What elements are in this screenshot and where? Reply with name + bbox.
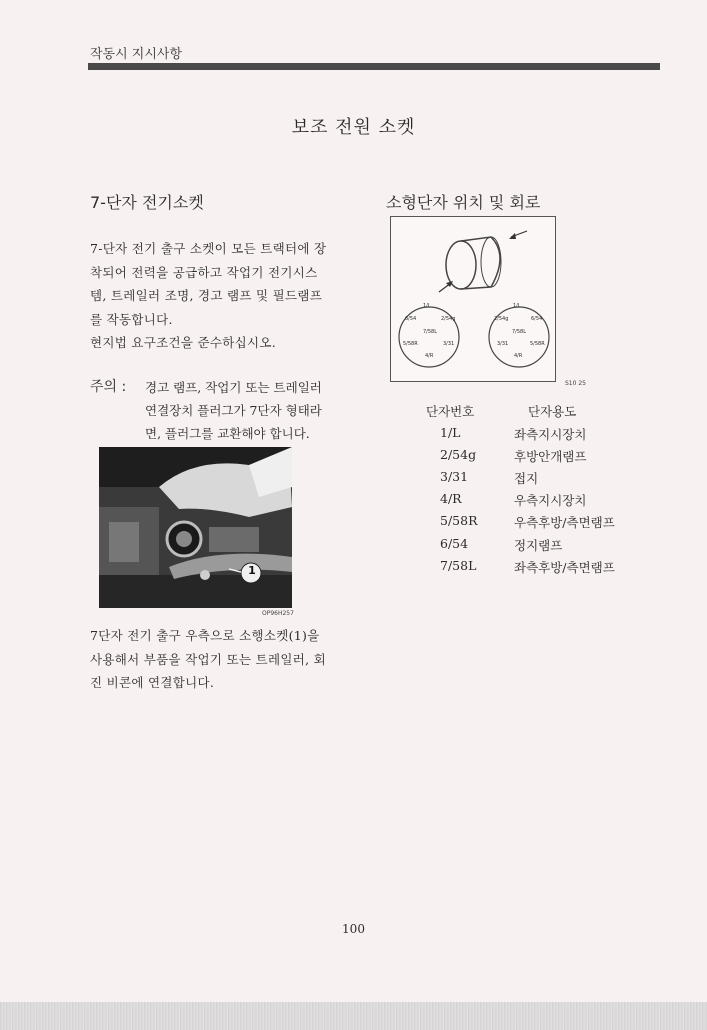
left-pin-label: 3/31 [443, 341, 455, 347]
socket-pin-diagram [390, 216, 556, 382]
terminal-use: 접지 [514, 471, 539, 486]
right-pin-label: 1/L [513, 303, 521, 309]
terminal-number: 3/31 [440, 469, 469, 484]
intro-line: 템, 트레일러 조명, 경고 램프 및 필드램프 [90, 288, 323, 303]
intro-line: 7-단자 전기 출구 소켓이 모든 트랙터에 장 [90, 241, 327, 256]
table-header-number: 단자번호 [426, 404, 475, 419]
terminal-number: 7/58L [440, 558, 477, 573]
left-pin-label: 2/54g [441, 316, 456, 322]
right-pin-label: 4/R [514, 353, 523, 359]
terminal-use: 정지램프 [514, 538, 563, 553]
photo-callout-number: 1 [248, 564, 256, 577]
socket-photo [99, 447, 292, 608]
diagram-code: S10 25 [565, 380, 586, 387]
right-pin-label: 5/58R [530, 341, 545, 347]
header-rule [88, 63, 660, 70]
page-number: 100 [342, 922, 365, 936]
right-pin-label: 6/54 [531, 316, 543, 322]
terminal-use: 좌측후방/측면램프 [514, 560, 615, 575]
intro-line: 현지법 요구조건을 준수하십시오. [90, 335, 277, 350]
page-title: 보조 전원 소켓 [291, 117, 416, 138]
terminal-number: 6/54 [440, 536, 469, 551]
right-pin-label: 2/54g [494, 316, 509, 322]
terminal-use: 좌측지시장치 [514, 427, 587, 442]
intro-paragraph [90, 237, 370, 355]
socket-photo-image [99, 447, 292, 608]
caution-line: 면, 플러그를 교환해야 합니다. [145, 426, 310, 441]
scan-artifact-strip [0, 1002, 707, 1030]
terminal-use: 후방안개램프 [514, 449, 587, 464]
terminal-number: 2/54g [440, 447, 477, 462]
caution-label: 주의 : [90, 379, 127, 395]
intro-line: 를 작동합니다. [90, 311, 173, 327]
left-pin-label: 1/L [423, 303, 431, 309]
intro-line: 착되어 전력을 공급하고 작업기 전기시스 [90, 264, 318, 280]
terminal-number: 5/58R [440, 513, 478, 528]
socket-diagram-drawing [391, 217, 555, 381]
bottom-paragraph [90, 624, 375, 695]
left-section-title: 7-단자 전기소켓 [90, 193, 204, 212]
right-pin-label: 7/58L [512, 329, 527, 335]
left-pin-label: 7/58L [423, 329, 438, 335]
terminal-number: 1/L [440, 425, 461, 440]
photo-code: OP96H257 [262, 610, 294, 617]
caution-line: 경고 램프, 작업기 또는 트레일러 [145, 380, 322, 395]
caution-line: 연결장치 플러그가 7단자 형태라 [145, 403, 322, 418]
table-header-use: 단자용도 [528, 404, 577, 419]
caution-text [145, 376, 380, 445]
terminal-use: 우측후방/측면램프 [514, 515, 615, 530]
header-section-label: 작동시 지시사항 [90, 47, 183, 62]
left-pin-label: 4/R [425, 353, 434, 359]
terminal-number: 4/R [440, 491, 462, 506]
right-pin-label: 3/31 [497, 341, 509, 347]
left-pin-label: 5/58R [403, 341, 418, 347]
bottom-line: 7단자 전기 출구 우측으로 소행소켓(1)을 [90, 628, 320, 643]
bottom-line: 사용해서 부품을 작업기 또는 트레일러, 회 [90, 651, 327, 667]
left-pin-label: 6/54 [405, 316, 417, 322]
terminal-use: 우측지시장치 [514, 493, 587, 508]
bottom-line: 진 비콘에 연결합니다. [90, 675, 215, 690]
right-section-title: 소형단자 위치 및 회로 [386, 193, 541, 212]
